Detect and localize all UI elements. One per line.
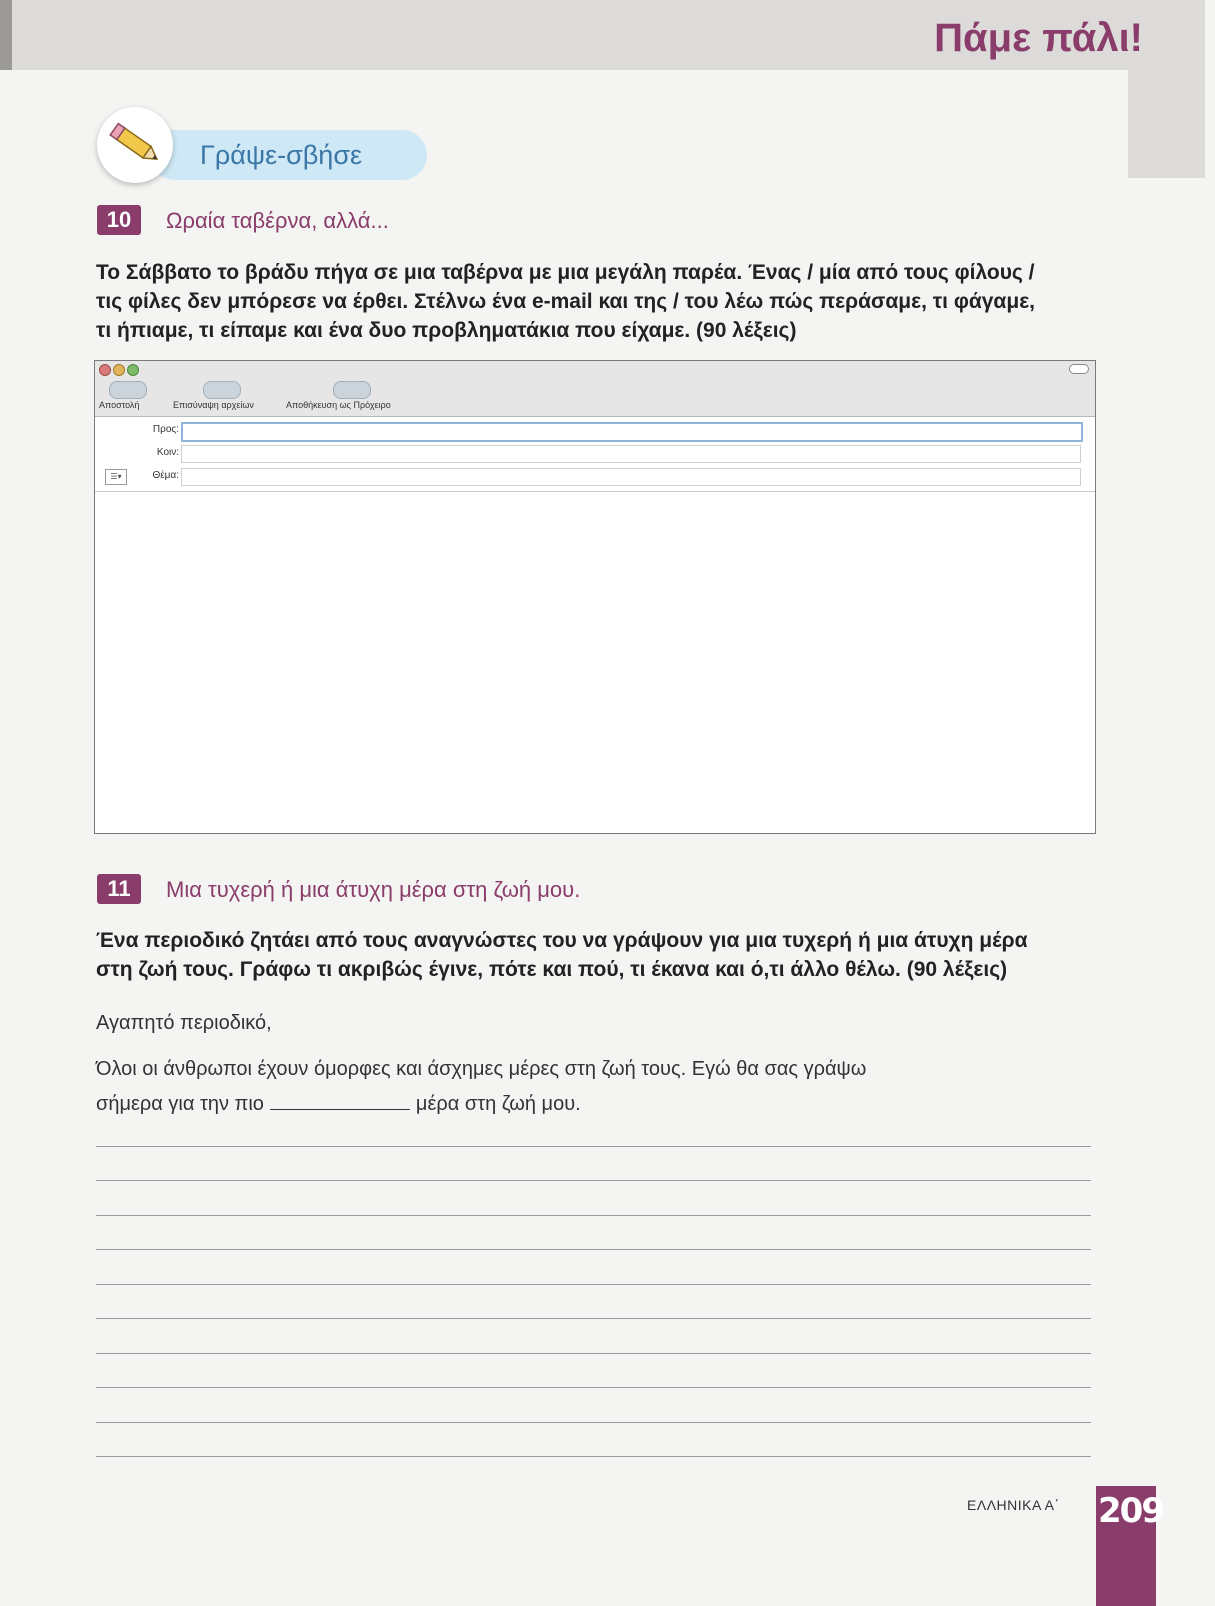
fill-in-blank[interactable] bbox=[270, 1093, 410, 1110]
writing-line[interactable] bbox=[96, 1422, 1091, 1423]
email-window bbox=[94, 360, 1096, 834]
letter-greeting: Αγαπητό περιοδικό, bbox=[96, 1012, 272, 1034]
writing-line[interactable] bbox=[96, 1353, 1091, 1354]
instruction-line: Το Σάββατο το βράδυ πήγα σε μια ταβέρνα με μια μεγάλη παρέα. Ένας / μία από τους φίλους / bbox=[96, 261, 1035, 284]
side-band bbox=[1128, 70, 1205, 178]
send-label: Αποστολή bbox=[99, 400, 140, 410]
to-field[interactable] bbox=[181, 422, 1083, 442]
section-title: Γράψε-σβήσε bbox=[200, 140, 363, 170]
exercise-title: Ωραία ταβέρνα, αλλά... bbox=[166, 208, 389, 233]
book-label: ΕΛΛΗΝΙΚΑ Α΄ bbox=[967, 1497, 1060, 1513]
to-label: Προς: bbox=[152, 424, 179, 435]
zoom-window-icon[interactable] bbox=[127, 364, 139, 376]
instruction-line: τι ήπιαμε, τι είπαμε και ένα δυο προβληματάκια που είχαμε. (90 λέξεις) bbox=[96, 319, 797, 342]
writing-line[interactable] bbox=[96, 1456, 1091, 1457]
writing-line[interactable] bbox=[96, 1318, 1091, 1319]
instruction-line: Ένα περιοδικό ζητάει από τους αναγνώστες του να γράψουν για μια τυχερή ή μια άτυχη μέρα bbox=[96, 929, 1028, 952]
exercise-number-badge: 11 bbox=[97, 874, 141, 904]
letter-text-after: μέρα στη ζωή μου. bbox=[415, 1093, 581, 1115]
section-header bbox=[150, 130, 427, 180]
book-title: Πάμε πάλι! bbox=[934, 16, 1143, 60]
email-toolbar bbox=[95, 361, 1095, 417]
attach-button[interactable] bbox=[203, 381, 241, 399]
cc-row bbox=[95, 443, 1095, 466]
writing-line[interactable] bbox=[96, 1146, 1091, 1147]
to-row bbox=[95, 420, 1095, 443]
instruction-line: τις φίλες δεν μπόρεσε να έρθει. Στέλνω ένα e-mail και της / του λέω πώς περάσαμε, τι φάγαμε, bbox=[96, 290, 1035, 313]
pencil-eraser-icon bbox=[97, 107, 173, 183]
account-menu-icon[interactable]: ☰▾ bbox=[105, 469, 127, 485]
subject-field[interactable] bbox=[181, 468, 1081, 486]
attach-label: Επισύναψη αρχείων bbox=[173, 400, 254, 410]
writing-line[interactable] bbox=[96, 1215, 1091, 1216]
exercise-title: Μια τυχερή ή μια άτυχη μέρα στη ζωή μου. bbox=[166, 877, 581, 902]
header-edge bbox=[0, 0, 12, 70]
writing-line[interactable] bbox=[96, 1284, 1091, 1285]
writing-line[interactable] bbox=[96, 1387, 1091, 1388]
close-window-icon[interactable] bbox=[99, 364, 111, 376]
minimize-window-icon[interactable] bbox=[113, 364, 125, 376]
page-number: 209 bbox=[1098, 1491, 1163, 1531]
exercise-instructions bbox=[96, 258, 1035, 345]
exercise-number-badge: 10 bbox=[97, 205, 141, 235]
instruction-line: στη ζωή τους. Γράφω τι ακριβώς έγινε, πότε και πού, τι έκανα και ό,τι άλλο θέλω. (90 λέξεις) bbox=[96, 958, 1008, 981]
cc-field[interactable] bbox=[181, 445, 1081, 463]
subject-row bbox=[95, 466, 1095, 489]
send-button[interactable] bbox=[109, 381, 147, 399]
writing-line[interactable] bbox=[96, 1249, 1091, 1250]
save-draft-label: Αποθήκευση ως Πρόχειρο bbox=[286, 400, 391, 410]
letter-text-line: Όλοι οι άνθρωποι έχουν όμορφες και άσχημες μέρες στη ζωή τους. Εγώ θα σας γράψω bbox=[96, 1058, 867, 1080]
letter-text-before: σήμερα για την πιο bbox=[96, 1093, 264, 1115]
letter-text-line bbox=[96, 1093, 581, 1116]
subject-label: Θέμα: bbox=[152, 470, 179, 481]
exercise-instructions bbox=[96, 926, 1028, 984]
email-body[interactable] bbox=[95, 492, 1095, 832]
save-draft-button[interactable] bbox=[333, 381, 371, 399]
cc-label: Κοιν: bbox=[156, 447, 179, 458]
writing-line[interactable] bbox=[96, 1180, 1091, 1181]
toolbar-toggle-icon[interactable] bbox=[1069, 364, 1089, 374]
